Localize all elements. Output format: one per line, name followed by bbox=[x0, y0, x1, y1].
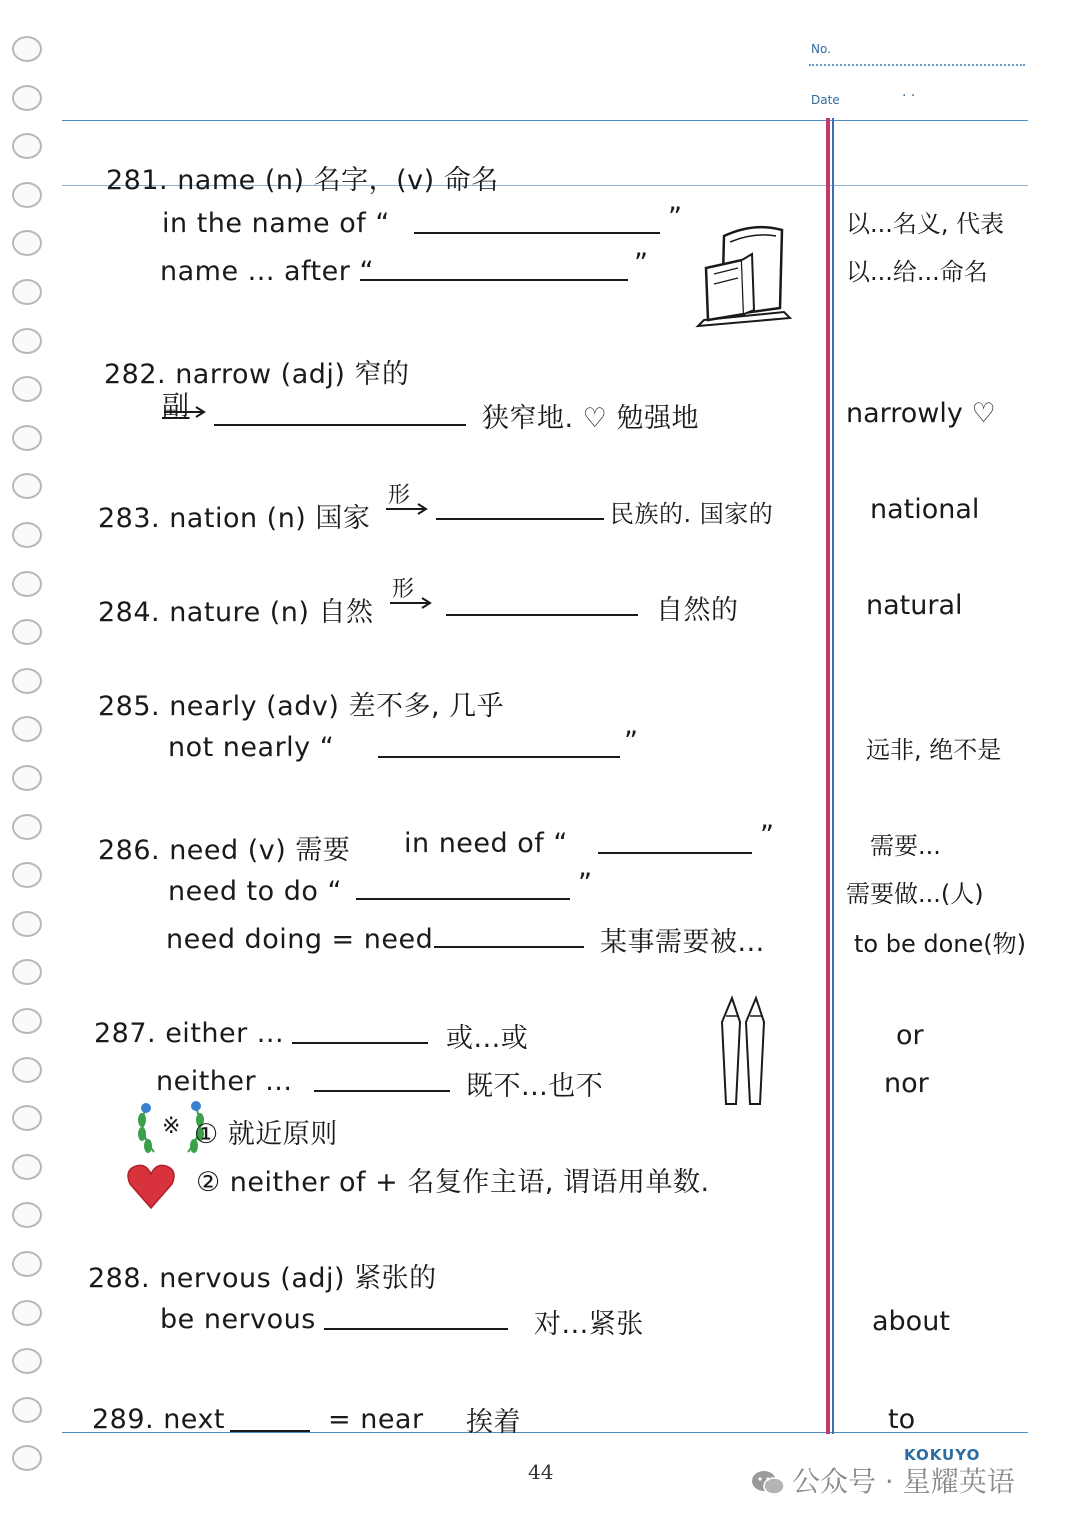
binder-ring bbox=[12, 911, 42, 937]
entry-288-head: 288. nervous (adj) 紧张的 bbox=[88, 1263, 437, 1294]
binder-ring bbox=[12, 522, 42, 548]
answer-282: narrowly ♡ bbox=[846, 398, 996, 429]
blank-285 bbox=[378, 756, 620, 758]
adjective-label: 形 bbox=[392, 577, 415, 602]
entry-283-head: 283. nation (n) 国家 bbox=[98, 503, 371, 534]
entry-283-meaning: 民族的. 国家的 bbox=[610, 500, 774, 528]
no-label: No. bbox=[811, 42, 831, 56]
binder-ring bbox=[12, 230, 42, 256]
answer-286-2: 需要做...(人) bbox=[846, 880, 984, 908]
binder-ring bbox=[12, 619, 42, 645]
note-rule-1: ① 就近原则 bbox=[194, 1119, 338, 1150]
answer-286-3: to be done(物) bbox=[854, 930, 1026, 958]
answer-283: national bbox=[870, 494, 980, 525]
binder-ring bbox=[12, 1251, 42, 1277]
answer-287-2: nor bbox=[884, 1068, 929, 1099]
entry-282-head: 282. narrow (adj) 窄的 bbox=[104, 359, 410, 390]
binder-ring bbox=[12, 376, 42, 402]
pens-icon bbox=[716, 994, 772, 1112]
entry-281-head: 281. name (n) 名字，(v) 命名 bbox=[106, 165, 499, 196]
book-stand-icon bbox=[694, 222, 794, 330]
answer-284: natural bbox=[866, 590, 963, 621]
adverb-label: 副 bbox=[162, 391, 190, 422]
blank-282 bbox=[214, 424, 466, 426]
arrow-icon bbox=[384, 502, 430, 516]
blank-286-2 bbox=[356, 898, 570, 900]
quote: ” bbox=[634, 248, 649, 279]
quote: ” bbox=[578, 868, 593, 899]
note-rule-2: ② neither of + 名复作主语, 谓语用单数. bbox=[196, 1167, 710, 1198]
answer-287-1: or bbox=[896, 1020, 924, 1051]
margin-rule-blue bbox=[832, 118, 834, 1434]
binder-ring bbox=[12, 765, 42, 791]
entry-287-meaning1: 或...或 bbox=[446, 1023, 529, 1054]
blank-283 bbox=[436, 518, 604, 520]
heart-icon bbox=[126, 1162, 176, 1210]
answer-281-1: 以...名义, 代表 bbox=[846, 210, 1005, 238]
answer-289: to bbox=[888, 1404, 916, 1435]
binder-ring bbox=[12, 716, 42, 742]
note-mark: ※ bbox=[162, 1114, 181, 1139]
top-rule bbox=[62, 120, 1028, 121]
binder-ring bbox=[12, 1008, 42, 1034]
binder-ring bbox=[12, 85, 42, 111]
binder-ring bbox=[12, 959, 42, 985]
entry-284-head: 284. nature (n) 自然 bbox=[98, 597, 374, 628]
entry-289-meaning: 挨着 bbox=[466, 1407, 521, 1438]
date-label: Date bbox=[811, 93, 840, 107]
entry-282-meaning: 狭窄地. ♡ 勉强地 bbox=[482, 403, 699, 434]
entry-281-line2: name ... after “ bbox=[160, 256, 374, 287]
binder-ring bbox=[12, 36, 42, 62]
quote: ” bbox=[624, 726, 639, 757]
entry-286-line1: in need of “ bbox=[404, 828, 568, 859]
binder-ring bbox=[12, 279, 42, 305]
entry-288-line1: be nervous bbox=[160, 1304, 316, 1335]
entry-285-head: 285. nearly (adv) 差不多, 几乎 bbox=[98, 691, 505, 722]
no-line bbox=[809, 64, 1025, 66]
entry-286-line2: need to do “ bbox=[168, 876, 342, 907]
brand-logo: KOKUYO bbox=[904, 1446, 981, 1464]
binder-ring bbox=[12, 133, 42, 159]
binder-ring bbox=[12, 1397, 42, 1423]
answer-285: 远非, 绝不是 bbox=[866, 736, 1002, 764]
blank-286-1 bbox=[598, 852, 752, 854]
entry-284-meaning: 自然的 bbox=[656, 595, 739, 626]
binder-ring bbox=[12, 1348, 42, 1374]
arrow-icon bbox=[388, 596, 434, 610]
entry-281-line1: in the name of “ bbox=[162, 208, 390, 239]
answer-281-2: 以...给...命名 bbox=[846, 258, 988, 286]
binder-ring bbox=[12, 668, 42, 694]
binder-ring bbox=[12, 182, 42, 208]
binder-ring bbox=[12, 862, 42, 888]
entry-286-head: 286. need (v) 需要 bbox=[98, 835, 351, 866]
binder-ring bbox=[12, 1057, 42, 1083]
entry-287-meaning2: 既不...也不 bbox=[466, 1071, 604, 1102]
answer-288: about bbox=[872, 1306, 950, 1337]
binder-ring bbox=[12, 1105, 42, 1131]
date-dots: · · bbox=[902, 88, 916, 104]
blank-284 bbox=[446, 614, 638, 616]
blank-281-1 bbox=[414, 232, 660, 234]
blank-287-1 bbox=[292, 1042, 428, 1044]
adjective-label: 形 bbox=[388, 483, 411, 508]
binder-ring bbox=[12, 1445, 42, 1471]
page-number: 44 bbox=[528, 1460, 554, 1484]
entry-289-mid: = near bbox=[328, 1404, 424, 1435]
binder-ring bbox=[12, 1154, 42, 1180]
blank-287-2 bbox=[314, 1090, 450, 1092]
binder-ring bbox=[12, 328, 42, 354]
binder-ring bbox=[12, 425, 42, 451]
blank-288 bbox=[324, 1328, 508, 1330]
binder-ring bbox=[12, 1202, 42, 1228]
watermark-text: 公众号 · 星耀英语 bbox=[792, 1465, 1015, 1498]
entry-285-line1: not nearly “ bbox=[168, 732, 335, 763]
entry-286-line3: need doing = need bbox=[166, 924, 434, 955]
margin-rule-red bbox=[826, 118, 830, 1434]
binder-ring bbox=[12, 473, 42, 499]
blank-281-2 bbox=[360, 279, 628, 281]
quote: ” bbox=[760, 820, 775, 851]
watermark bbox=[750, 1460, 1015, 1500]
wechat-icon bbox=[750, 1469, 786, 1497]
arrow-icon bbox=[162, 404, 208, 418]
binder-ring bbox=[12, 1300, 42, 1326]
answer-286-1: 需要... bbox=[870, 832, 941, 860]
entry-287-line2: neither ... bbox=[156, 1066, 293, 1097]
entry-286-meaning: 某事需要被... bbox=[600, 927, 765, 958]
blank-286-3 bbox=[434, 946, 584, 948]
blank-289 bbox=[230, 1430, 310, 1432]
entry-288-meaning: 对...紧张 bbox=[534, 1309, 644, 1340]
entry-289-head: 289. next bbox=[92, 1404, 226, 1435]
binder-ring bbox=[12, 571, 42, 597]
entry-287-head: 287. either ... bbox=[94, 1018, 285, 1049]
quote: ” bbox=[668, 202, 683, 233]
binder-ring bbox=[12, 814, 42, 840]
